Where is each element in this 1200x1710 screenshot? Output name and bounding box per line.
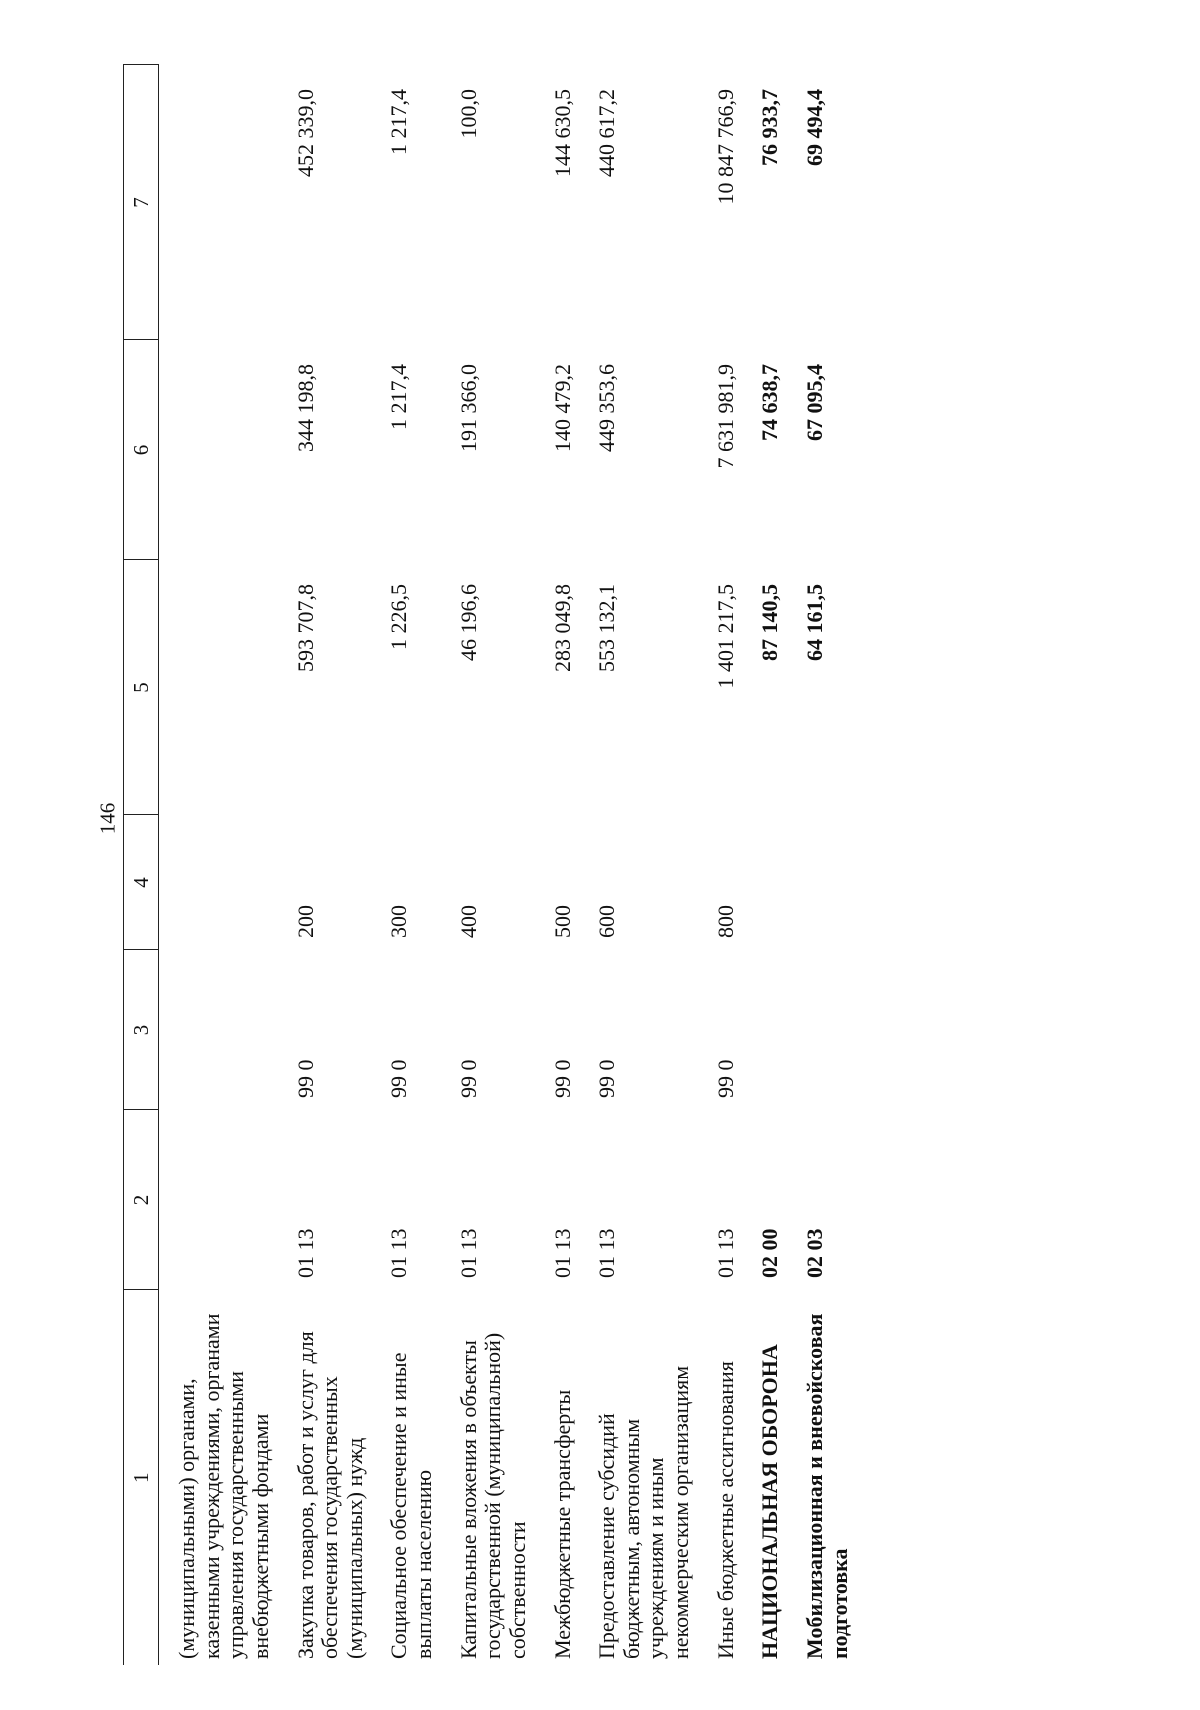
header-col-7: 7 bbox=[124, 65, 159, 340]
row-value-col6: 344 198,8 bbox=[292, 364, 318, 452]
row-value-col5: 283 049,8 bbox=[549, 584, 575, 672]
row-name: Закупка товаров, работ и услуг для обеспечения государственных (муниципальных) нужд bbox=[292, 1331, 367, 1659]
row-expense-type: 800 bbox=[712, 905, 738, 938]
row-value-col6: 140 479,2 bbox=[549, 364, 575, 452]
row-section-code: 01 13 bbox=[712, 1228, 738, 1278]
header-col-6: 6 bbox=[124, 340, 159, 560]
row-expense-type: 400 bbox=[455, 905, 481, 938]
row-name: Иные бюджетные ассигнования bbox=[712, 1361, 738, 1659]
row-value-col7: 1 217,4 bbox=[386, 89, 412, 155]
budget-table bbox=[123, 65, 872, 1666]
table-row bbox=[159, 65, 294, 1665]
row-section-code: 02 00 bbox=[757, 1228, 783, 1278]
row-value-col6: 449 353,6 bbox=[594, 364, 620, 452]
row-name: (муниципальными) органами, казенными учреждениями, органами управления государственными внебюджетными фондами bbox=[174, 1313, 273, 1659]
row-target-code: 99 0 bbox=[386, 1059, 412, 1098]
row-section-code: 01 13 bbox=[455, 1228, 481, 1278]
table-row bbox=[758, 65, 803, 1665]
row-value-col6: 7 631 981,9 bbox=[712, 364, 738, 469]
row-target-code bbox=[803, 950, 872, 1110]
table-row bbox=[803, 65, 872, 1665]
row-target-code: 99 0 bbox=[712, 1059, 738, 1098]
row-name: Капитальные вложения в объекты государственной (муниципальной) собственности bbox=[455, 1332, 530, 1659]
row-value-col6: 74 638,7 bbox=[757, 364, 783, 441]
row-value-col5 bbox=[159, 560, 294, 815]
table-row bbox=[457, 65, 551, 1665]
header-col-5: 5 bbox=[124, 560, 159, 815]
row-value-col6: 67 095,4 bbox=[801, 364, 827, 441]
row-section-code: 02 03 bbox=[801, 1228, 827, 1278]
header-row bbox=[124, 65, 159, 1665]
row-expense-type bbox=[758, 815, 803, 950]
row-expense-type: 300 bbox=[386, 905, 412, 938]
row-target-code: 99 0 bbox=[594, 1059, 620, 1098]
row-expense-type bbox=[803, 815, 872, 950]
row-value-col7: 452 339,0 bbox=[292, 89, 318, 177]
row-target-code bbox=[758, 950, 803, 1110]
row-target-code bbox=[159, 950, 294, 1110]
row-name: Социальное обеспечение и иные выплаты населению bbox=[386, 1352, 436, 1659]
page-number: 146 bbox=[95, 802, 120, 835]
row-expense-type bbox=[159, 815, 294, 950]
header-col-1: 1 bbox=[124, 1290, 159, 1665]
table-row bbox=[387, 65, 456, 1665]
row-value-col7: 76 933,7 bbox=[757, 89, 783, 166]
row-value-col5: 64 161,5 bbox=[801, 584, 827, 661]
row-value-col7: 440 617,2 bbox=[594, 89, 620, 177]
row-section-code: 01 13 bbox=[292, 1228, 318, 1278]
row-value-col7: 10 847 766,9 bbox=[712, 89, 738, 205]
row-name: Межбюджетные трансферты bbox=[549, 1389, 575, 1659]
row-expense-type: 500 bbox=[549, 905, 575, 938]
row-value-col7: 144 630,5 bbox=[549, 89, 575, 177]
row-target-code: 99 0 bbox=[455, 1059, 481, 1098]
row-value-col6: 191 366,0 bbox=[455, 364, 481, 452]
row-value-col5: 1 401 217,5 bbox=[712, 584, 738, 689]
budget-table-sheet bbox=[123, 65, 1183, 1665]
row-section-code: 01 13 bbox=[549, 1228, 575, 1278]
row-expense-type: 600 bbox=[594, 905, 620, 938]
row-value-col5: 87 140,5 bbox=[757, 584, 783, 661]
row-name: Предоставление субсидий бюджетным, автономным учреждениям и иным некоммерческим организациям bbox=[594, 1365, 693, 1659]
row-name: НАЦИОНАЛЬНАЯ ОБОРОНА bbox=[757, 1344, 783, 1659]
header-col-3: 3 bbox=[124, 950, 159, 1110]
row-target-code: 99 0 bbox=[292, 1059, 318, 1098]
row-target-code: 99 0 bbox=[549, 1059, 575, 1098]
row-name: Мобилизационная и вневойсковая подготовка bbox=[801, 1313, 852, 1659]
header-col-2: 2 bbox=[124, 1110, 159, 1290]
header-col-4: 4 bbox=[124, 815, 159, 950]
row-section-code: 01 13 bbox=[594, 1228, 620, 1278]
row-value-col7: 69 494,4 bbox=[801, 89, 827, 166]
row-value-col5: 1 226,5 bbox=[386, 584, 412, 650]
table-row bbox=[551, 65, 596, 1665]
row-section-code bbox=[159, 1110, 294, 1290]
row-value-col5: 593 707,8 bbox=[292, 584, 318, 672]
row-value-col6 bbox=[159, 340, 294, 560]
table-row bbox=[595, 65, 714, 1665]
row-value-col6: 1 217,4 bbox=[386, 364, 412, 430]
row-section-code: 01 13 bbox=[386, 1228, 412, 1278]
row-expense-type: 200 bbox=[292, 905, 318, 938]
row-value-col7: 100,0 bbox=[455, 89, 481, 139]
table-row bbox=[714, 65, 759, 1665]
table-row bbox=[294, 65, 388, 1665]
row-value-col7 bbox=[159, 65, 294, 340]
row-value-col5: 553 132,1 bbox=[594, 584, 620, 672]
row-value-col5: 46 196,6 bbox=[455, 584, 481, 661]
